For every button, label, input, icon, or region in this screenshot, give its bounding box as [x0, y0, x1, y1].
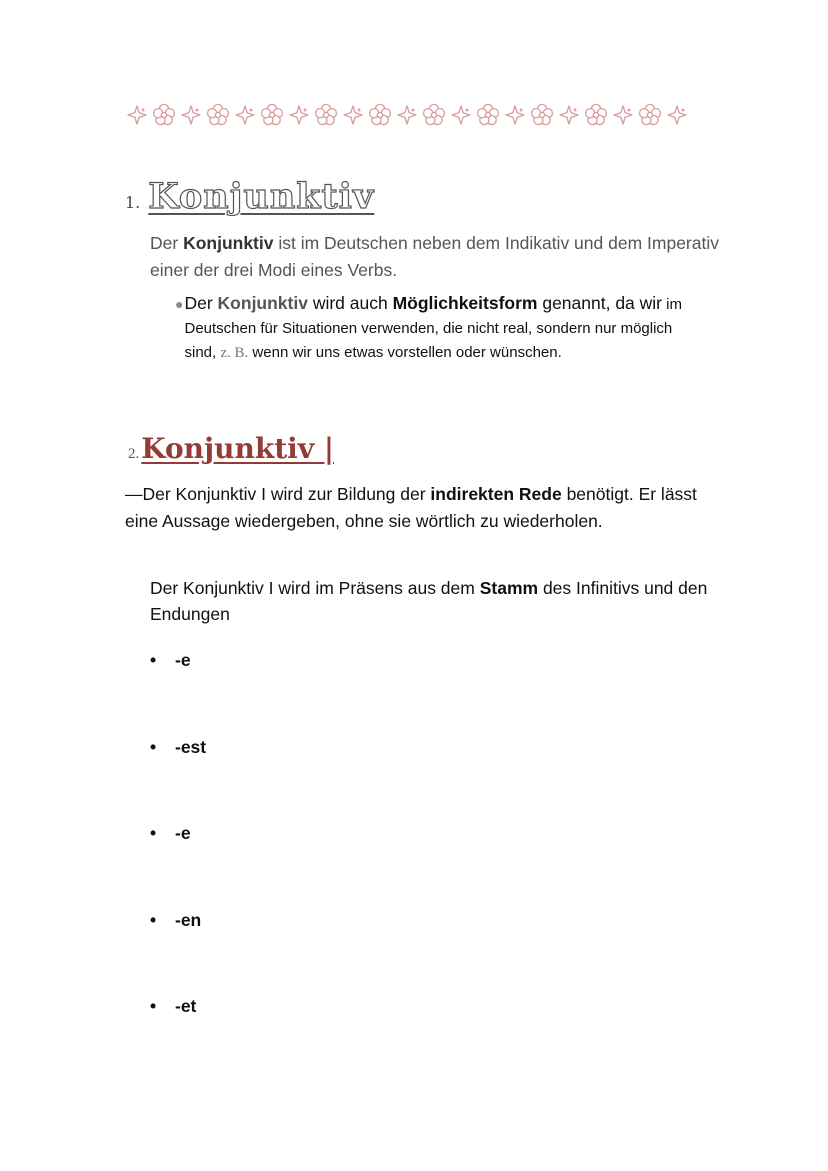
bullet-marker: • [150, 736, 157, 757]
bullet-marker: • [150, 909, 157, 930]
sparkle-icon [452, 106, 470, 124]
ending-item [150, 735, 206, 822]
sparkle-icon [182, 106, 200, 124]
flower-icon [640, 104, 661, 124]
section1-intro [150, 230, 720, 284]
bullet-text-part: wir [639, 293, 663, 313]
sparkle-icon [344, 106, 362, 124]
bullet-text-part: wenn wir uns etwas vorstellen oder wünschen. [248, 344, 562, 361]
bullet-marker: • [150, 996, 157, 1016]
bullet-bold: Möglichkeitsform [392, 293, 538, 313]
section2-paragraph [125, 481, 725, 535]
flower-icon [478, 104, 499, 124]
intro-text: Der [150, 233, 184, 253]
section2-title: Konjunktiv | [141, 432, 335, 465]
section2-formation-paragraph [150, 575, 710, 627]
sparkle-icon [290, 106, 308, 124]
flower-icon [316, 104, 337, 124]
section1-number: 1. [125, 193, 141, 212]
bullet-text [184, 291, 705, 365]
para-text: Der Konjunktiv I wird im Präsens aus dem [150, 578, 480, 598]
sparkle-icon [236, 106, 254, 124]
bullet-marker: • [150, 823, 157, 843]
flower-icon [424, 104, 445, 124]
intro-text: ist im Deutschen neben dem Indikativ und dem Imperativ einer der drei Modi eines Verbs. [150, 233, 719, 280]
para-text: des Infinitivs und den Endungen [150, 578, 708, 624]
ending-item [150, 648, 206, 735]
sparkle-icon [128, 106, 146, 124]
bullet-text-part: wird auch [307, 293, 393, 313]
para-text: benötigt. Er lässt eine Aussage wiedergeben, ohne sie wörtlich zu wiederholen. [125, 484, 697, 531]
decorative-flower-border [126, 100, 696, 130]
ending-item [150, 821, 206, 908]
flower-icon [262, 104, 283, 124]
section2-heading [128, 432, 334, 465]
section1-bullet-item [175, 291, 705, 365]
ending-text: -en [175, 909, 202, 930]
bullet-text-part: genannt, da [537, 293, 640, 313]
flower-icon [586, 104, 607, 124]
bullet-marker: ● [175, 296, 184, 312]
sparkle-icon [506, 106, 524, 124]
bullet-marker: • [150, 650, 157, 670]
para-bold: indirekten Rede [430, 484, 562, 504]
ending-text: -e [175, 650, 191, 670]
sparkle-icon [668, 106, 686, 124]
flower-icon [532, 104, 553, 124]
bullet-bold: Konjunktiv [217, 293, 308, 313]
bullet-text-part: im Deutschen für Situationen verwenden, die nicht real, sondern nur möglich sind, [184, 296, 683, 361]
section1-heading [125, 176, 374, 217]
bullet-text-part: Der [184, 293, 218, 313]
section1-title: Konjunktiv [148, 176, 375, 217]
sparkle-icon [398, 106, 416, 124]
bullet-abbrev: z. B. [220, 345, 249, 361]
sparkle-icon [614, 106, 632, 124]
flower-icon [154, 104, 175, 124]
ending-text: -e [175, 823, 191, 843]
sparkle-icon [560, 106, 578, 124]
section2-number: 2. [128, 446, 140, 462]
flower-icon [208, 104, 229, 124]
endings-list [150, 648, 206, 1081]
para-text: —Der Konjunktiv I wird zur Bildung der [125, 484, 431, 504]
intro-bold: Konjunktiv [183, 233, 274, 253]
ending-item [150, 908, 206, 995]
ending-text: -est [175, 736, 207, 757]
flower-icon [370, 104, 391, 124]
ending-item [150, 994, 206, 1081]
para-bold: Stamm [479, 578, 539, 598]
ending-text: -et [175, 996, 197, 1016]
